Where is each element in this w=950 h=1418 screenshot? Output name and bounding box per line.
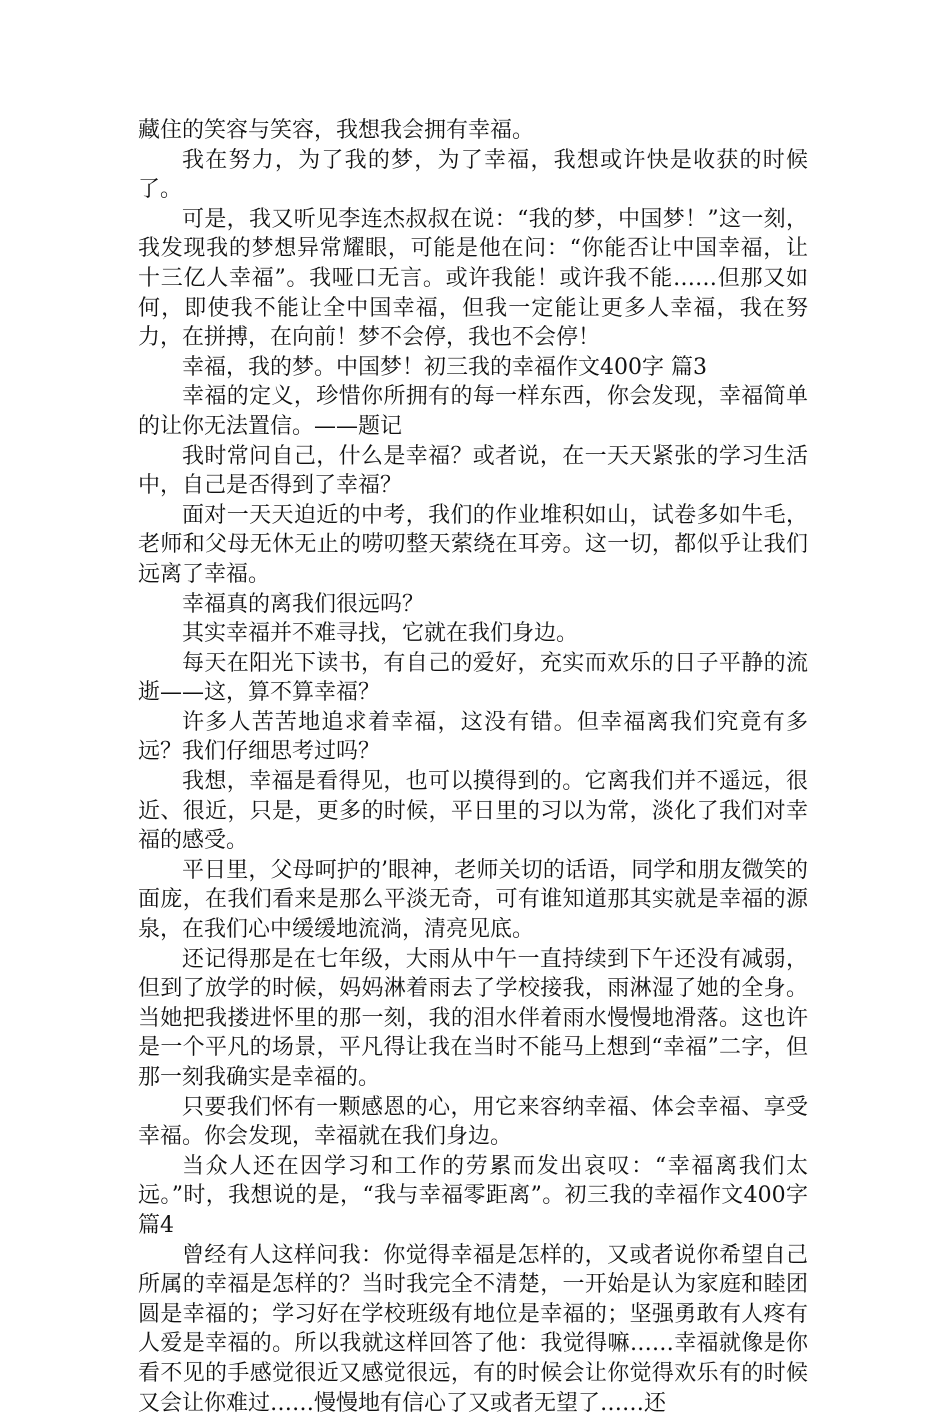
paragraph-8: 幸福真的离我们很远吗？ <box>182 591 425 617</box>
paragraph-17: 曾经有人这样问我：你觉得幸福是怎样的，又或者说你希望自己所属的幸福是怎样的？当时我完全不清楚，一开始是认为家庭和睦团圆是幸福的；学习好在学校班级有地位是幸福的；坚强勇敢有人疼有人爱是幸福的。所以我就这样回答了他：我觉得嘛……幸福就像是你看不见的手感觉很近又感觉很远，有的时候会让你觉得欢乐有的时候又会让你难过……慢慢地有信心了又或者无望了……还 <box>138 1242 808 1416</box>
paragraph-3: 可是，我又听见李连杰叔叔在说：“我的梦，中国梦！”这一刻，我发现我的梦想异常耀眼，可能是他在问：“你能否让中国幸福，让十三亿人幸福”。我哑口无言。或许我能！或许我不能……但那又如何，即使我不能让全中国幸福，但我一定能让更多人幸福，我在努力，在拼搏，在向前！梦不会停，我也不会停！ <box>138 206 808 351</box>
paragraph-11: 许多人苦苦地追求着幸福，这没有错。但幸福离我们究竟有多远？我们仔细思考过吗？ <box>138 709 808 765</box>
paragraph-14: 还记得那是在七年级，大雨从中午一直持续到下午还没有减弱，但到了放学的时候，妈妈淋着雨去了学校接我，雨淋湿了她的全身。当她把我搂进怀里的那一刻，我的泪水伴着雨水慢慢地滑落。这也许是一个平凡的场景，平凡得让我在当时不能马上想到“幸福”二字，但那一刻我确实是幸福的。 <box>138 946 808 1090</box>
paragraph-7: 面对一天天迫近的中考，我们的作业堆积如山，试卷多如牛毛，老师和父母无休无止的唠叨整天萦绕在耳旁。这一切，都似乎让我们远离了幸福。 <box>138 502 808 587</box>
paragraph-15: 只要我们怀有一颗感恩的心，用它来容纳幸福、体会幸福、享受幸福。你会发现，幸福就在我们身边。 <box>138 1094 808 1150</box>
paragraph-16: 当众人还在因学习和工作的劳累而发出哀叹：“幸福离我们太远。”时，我想说的是，“我与幸福零距离”。初三我的幸福作文400字 篇4 <box>138 1153 808 1238</box>
paragraph-2: 我在努力，为了我的梦，为了幸福，我想或许快是收获的时候了。 <box>138 147 808 203</box>
paragraph-10: 每天在阳光下读书，有自己的爱好，充实而欢乐的日子平静的流逝——这，算不算幸福？ <box>138 650 808 706</box>
essay-text <box>138 116 808 1418</box>
paragraph-12: 我想，幸福是看得见，也可以摸得到的。它离我们并不遥远，很近、很近，只是，更多的时候，平日里的习以为常，淡化了我们对幸福的感受。 <box>138 769 808 854</box>
paragraph-9: 其实幸福并不难寻找，它就在我们身边。 <box>182 621 579 647</box>
paragraph-1: 藏住的笑容与笑容，我想我会拥有幸福。 <box>138 118 535 143</box>
section-heading-3: 幸福，我的梦。中国梦！初三我的幸福作文400字 篇3 <box>182 354 707 380</box>
paragraph-13: 平日里，父母呵护的’眼神，老师关切的话语，同学和朋友微笑的面庞，在我们看来是那么平淡无奇，可有谁知道那其实就是幸福的源泉，在我们心中缓缓地流淌，清亮见底。 <box>138 857 808 943</box>
paragraph-6: 我时常问自己，什么是幸福？或者说，在一天天紧张的学习生活中，自己是否得到了幸福？ <box>138 443 808 499</box>
paragraph-5: 幸福的定义，珍惜你所拥有的每一样东西，你会发现，幸福简单的让你无法置信。——题记 <box>138 384 808 439</box>
